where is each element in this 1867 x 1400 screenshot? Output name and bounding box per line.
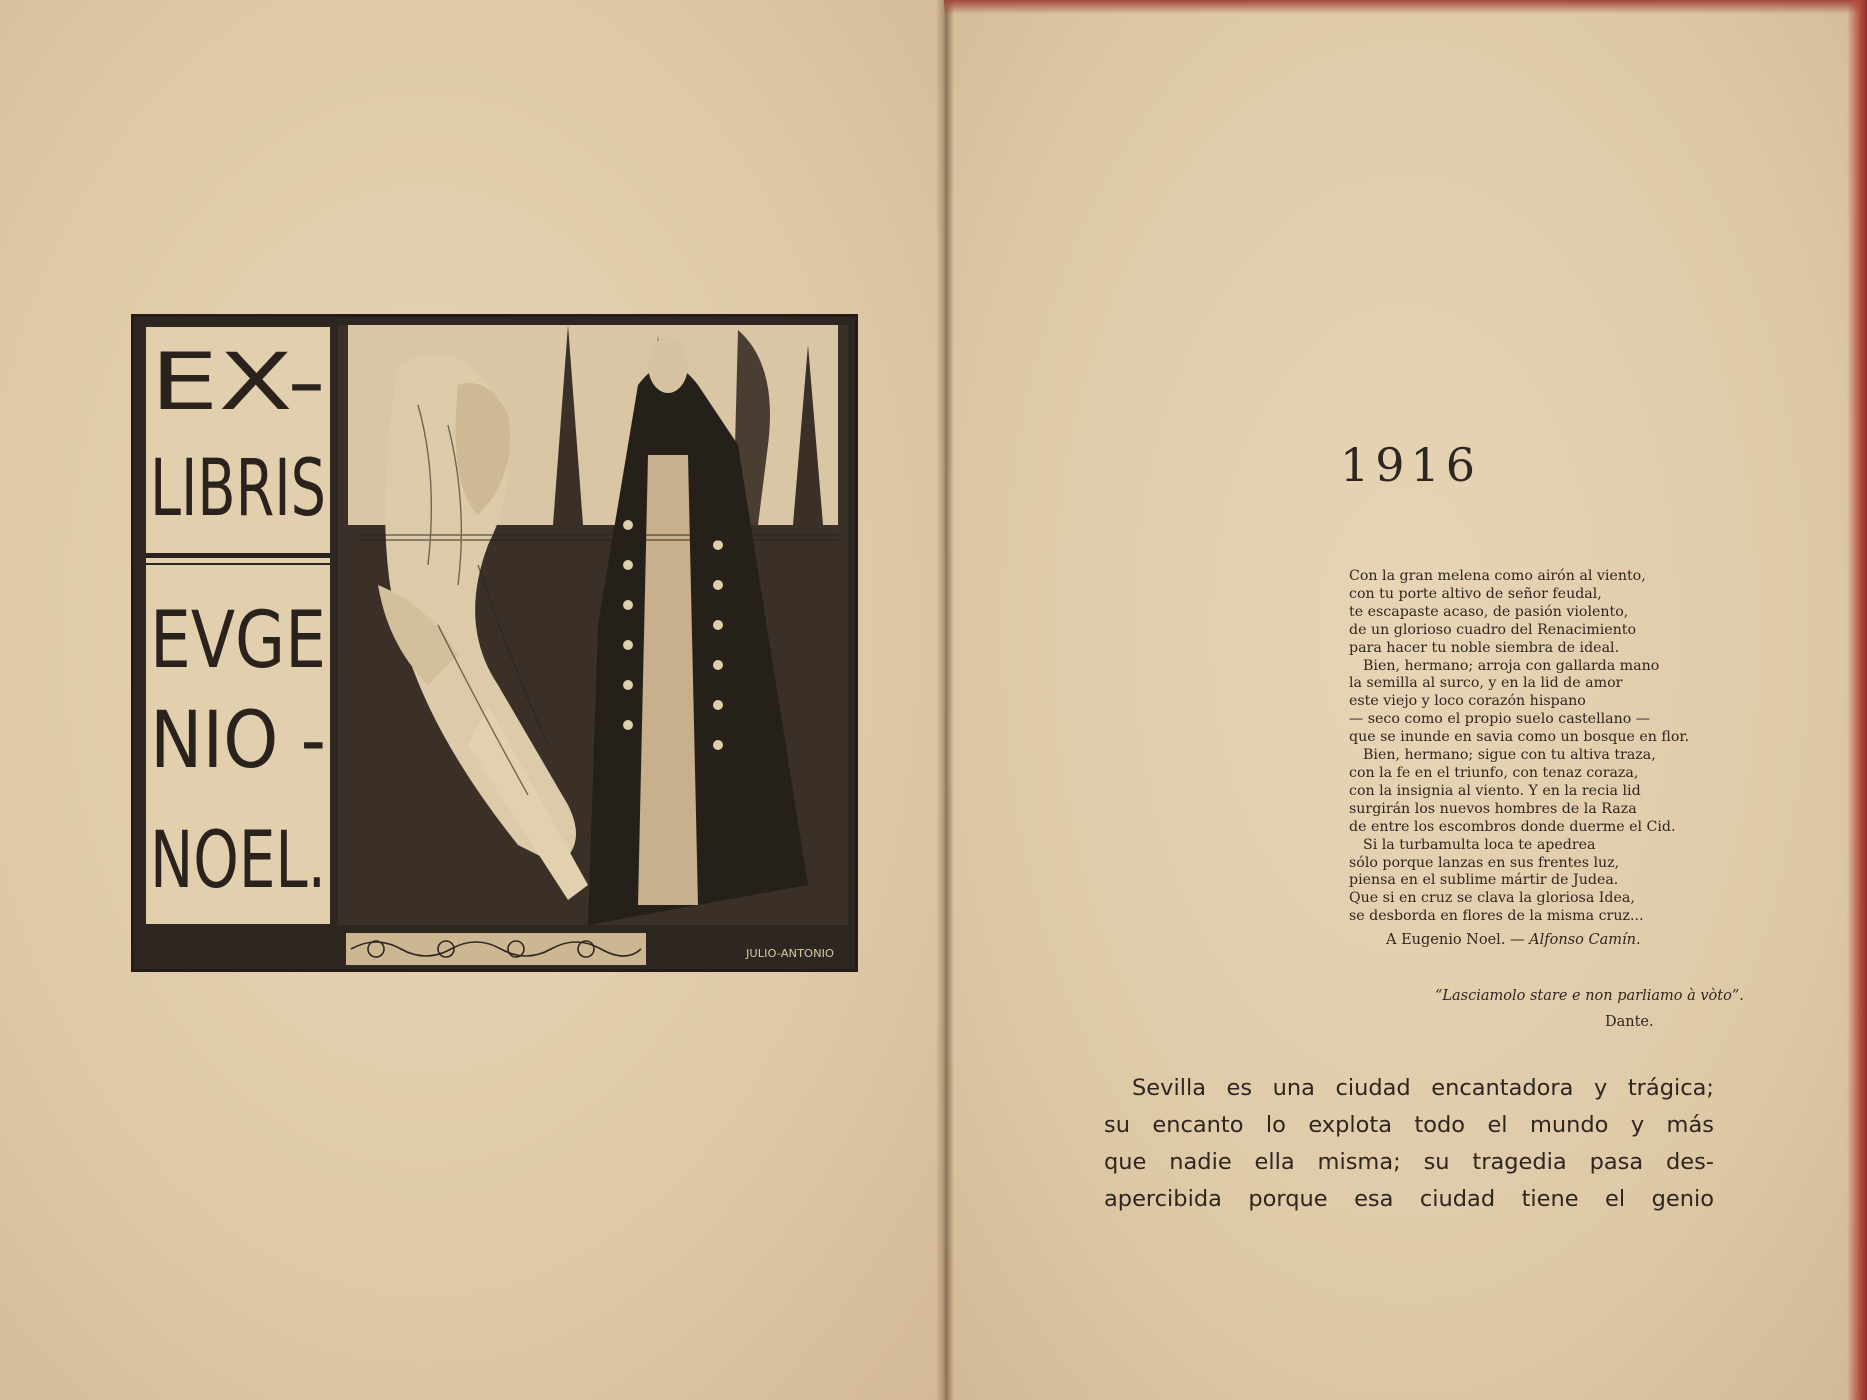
bookplate-bottom-band (146, 931, 846, 967)
lettering-line-1: EX- (150, 338, 326, 428)
poem-line: Si la turbamulta loca te apedrea (1363, 836, 1596, 853)
chapter-year: 1916 (1340, 438, 1482, 492)
poem-line: Bien, hermano; arroja con gallarda mano (1363, 657, 1660, 674)
body-line: apercibida porque esa ciudad tiene el genio (1104, 1186, 1714, 1212)
poem-line: de entre los escombros donde duerme el Cid. (1349, 818, 1676, 835)
cover-edge-top (944, 0, 1867, 14)
dedication-poem (1349, 568, 1721, 926)
bookplate-illustration (338, 325, 848, 925)
body-line: Sevilla es una ciudad encantadora y trágica; (1132, 1075, 1714, 1101)
poem-line: para hacer tu noble siembra de ideal. (1349, 639, 1620, 656)
lettering-line-5: NOEL. (150, 816, 326, 906)
poem-line: con la fe en el triunfo, con tenaz coraza, (1349, 764, 1639, 781)
book-gutter (936, 0, 954, 1400)
poem-line: sólo porque lanzas en sus frentes luz, (1349, 854, 1620, 871)
poem-line: — seco como el propio suelo castellano — (1349, 711, 1650, 728)
epigraph-quote: “Lasciamolo stare e non parliamo à vòto”. (1435, 988, 1744, 1004)
artist-signature: JULIO-ANTONIO (744, 947, 835, 960)
poem-line: Con la gran melena como airón al viento, (1349, 568, 1646, 584)
poem-line: de un glorioso cuadro del Renacimiento (1349, 621, 1637, 638)
poem-line: este viejo y loco corazón hispano (1349, 693, 1586, 710)
poem-line: se desborda en flores de la misma cruz... (1349, 908, 1644, 925)
chapter-body-text (1104, 1070, 1714, 1218)
poem-line: con la insignia al viento. Y en la recia lid (1349, 782, 1641, 799)
poem-line: la semilla al surco, y en la lid de amor (1349, 675, 1623, 692)
poem-line: surgirán los nuevos hombres de la Raza (1349, 800, 1637, 817)
poem-line: te escapaste acaso, de pasión violento, (1349, 603, 1629, 620)
poem-line: Que si en cruz se clava la gloriosa Idea, (1349, 890, 1635, 907)
poem-line: con tu porte altivo de señor feudal, (1349, 585, 1602, 602)
lettering-line-4: NIO - (150, 696, 326, 786)
body-line: su encanto lo explota todo el mundo y más (1104, 1112, 1714, 1138)
poem-line: Bien, hermano; sigue con tu altiva traza, (1363, 747, 1656, 764)
lettering-line-2: LIBRIS (150, 444, 326, 534)
body-line: que nadie ella misma; su tragedia pasa des- (1104, 1149, 1714, 1175)
ex-libris-bookplate (131, 314, 858, 972)
dedication-author: Alfonso Camín. (1529, 932, 1641, 948)
bookplate-lettering (146, 327, 330, 924)
cover-edge-right (1847, 0, 1867, 1400)
poem-line: piensa en el sublime mártir de Judea. (1349, 872, 1619, 889)
dedication-prefix: A Eugenio Noel. — (1386, 932, 1525, 948)
lettering-line-3: EVGE (150, 596, 326, 686)
epigraph-author: Dante. (1605, 1014, 1654, 1030)
poem-dedication (1386, 932, 1641, 948)
poem-line: que se inunde en savia como un bosque en flor. (1349, 729, 1690, 746)
